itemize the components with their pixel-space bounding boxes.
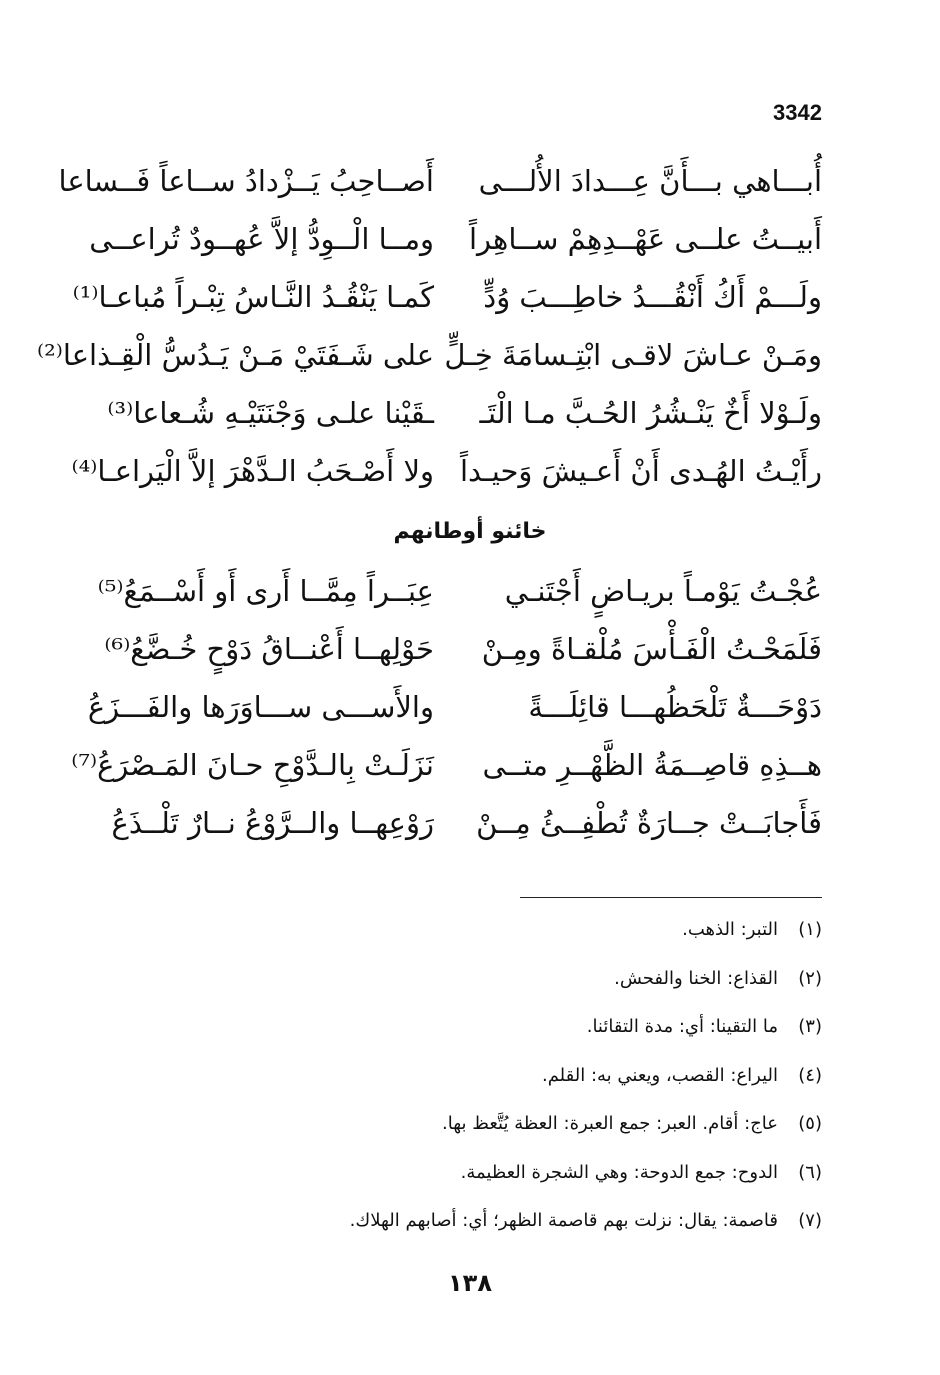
footnote-number: (١) — [798, 919, 822, 940]
footnote — [102, 1100, 822, 1149]
footnote — [102, 1003, 822, 1052]
verse — [89, 210, 822, 268]
verse-second-hemistich: أَصــاحِبُ يَــزْدادُ ســاعاً فَــساعا — [58, 164, 434, 198]
verse-second-hemistich: على شَـفَتَيْ مَـنْ يَـدُسُّ الْقِـذاعا⁽²⁾ — [37, 338, 434, 372]
verse-first-hemistich: دَوْحَـــةٌ تَلْحَظُهـــا قائِلَـــةً — [528, 690, 822, 724]
footnote — [102, 906, 822, 955]
verse-first-hemistich: فَلَمَحْـتُ الْفَـأْسَ مُلْقـاةً ومِـنْ — [481, 632, 822, 666]
verse-first-hemistich: أُبـــاهي بـــأَنَّ عِـــدادَ الأُلـــى — [478, 164, 822, 198]
page-id: 3342 — [773, 100, 822, 125]
verse-first-hemistich: هــذِهِ قاصِــمَةُ الظَّهْــرِ متــى — [482, 748, 822, 782]
verse — [37, 326, 822, 384]
verse — [71, 736, 822, 794]
footnote-text: اليراع: القصب، ويعني به: القلم. — [541, 1064, 778, 1086]
poem-first — [37, 152, 822, 500]
verse-second-hemistich: ـقَيْنا علـى وَجْنَتَيْـهِ شُـعاعا⁽³⁾ — [107, 396, 434, 430]
verse — [72, 268, 822, 326]
footnote-number: (٦) — [798, 1161, 822, 1183]
footnote — [102, 1149, 822, 1198]
verse-first-hemistich: أَبيــتُ علــى عَهْــدِهِمْ ســاهِراً — [468, 222, 822, 256]
verse-first-hemistich: رأَيْـتُ الهُـدى أَنْ أَعـيشَ وَحيـداً — [459, 454, 822, 488]
verse-first-hemistich: عُجْـتُ يَوْمـاً بريـاضٍ أَجْتَنـي — [504, 574, 822, 608]
footnote-text: قاصمة: يقال: نزلت بهم قاصمة الظهر؛ أي: أصابهم الهلاك. — [349, 1210, 778, 1231]
verse-second-hemistich: حَوْلِهــا أَعْنــاقُ دَوْحٍ خُـضَّعُ⁽⁶⁾ — [104, 632, 434, 666]
verse-second-hemistich: عِبَــراً مِمَّــا أَرى أَو أَسْــمَعُ⁽⁵⁾ — [97, 574, 434, 608]
footnote-text: الدوح: جمع الدوحة: وهي الشجرة العظيمة. — [460, 1161, 778, 1183]
footnote-text: عاج: أقام. العبر: جمع العبرة: العظة يُتَّعظ بها. — [442, 1113, 778, 1134]
verse — [104, 620, 822, 678]
verse-second-hemistich: والأَســـى ســـاوَرَها والفَـــزَعُ — [87, 690, 434, 724]
verse-first-hemistich: فَأَجابَــتْ جــارَةٌ تُطْفِــئُ مِــنْ — [476, 806, 822, 840]
section-title: خائنو أوطانهم — [393, 519, 547, 544]
footnote-number: (٥) — [798, 1113, 822, 1134]
verse-first-hemistich: ولَـــمْ أَكُ أَنْقُـــدُ خاطِـــبَ وُدٍّ — [483, 280, 822, 314]
footnotes — [102, 906, 822, 1246]
verse-second-hemistich: ومــا الْــوِدُّ إلاَّ عُهــودٌ تُراعــى — [89, 222, 434, 256]
footnote-number: (٧) — [798, 1210, 822, 1231]
footnote-text: ما التقينا: أي: مدة التقائنا. — [586, 1016, 778, 1037]
footnote-text: القذاع: الخنا والفحش. — [614, 967, 778, 989]
footnote — [102, 1197, 822, 1246]
verse — [112, 794, 822, 852]
footnote-text: التبر: الذهب. — [682, 919, 778, 940]
verse-second-hemistich: نَزَلَـتْ بِالـدَّوْحِ حـانَ المَـصْرَعُ⁽⁷⁾ — [71, 748, 434, 782]
verse-first-hemistich: ولَـوْلا أَخٌ يَنْـشُرُ الحُـبَّ مـا الْتَـ — [479, 396, 822, 430]
verse — [58, 152, 822, 210]
verse-first-hemistich: ومَـنْ عـاشَ لاقـى ابْتِـسامَةَ خِـلٍّ — [444, 338, 822, 372]
footnote-divider — [520, 897, 822, 898]
footnote-number: (٢) — [798, 967, 822, 989]
footnote-number: (٤) — [798, 1064, 822, 1086]
footnote — [102, 1052, 822, 1101]
footnote — [102, 955, 822, 1004]
verse — [107, 384, 822, 442]
verse — [97, 562, 822, 620]
verse — [87, 678, 822, 736]
verse-second-hemistich: ولا أَصْـحَبُ الـدَّهْرَ إلاَّ الْيَراعـا⁽⁴⁾ — [71, 454, 434, 488]
verse-second-hemistich: رَوْعِهــا والــرَّوْعُ نــارٌ تَلْــذَعُ — [111, 806, 434, 840]
verse-second-hemistich: كَمـا يَنْقُـدُ النَّـاسُ تِبْـراً مُباعـا⁽¹⁾ — [72, 280, 434, 314]
footnote-number: (٣) — [798, 1016, 822, 1037]
verse — [71, 442, 822, 500]
page-number: ١٣٨ — [448, 1269, 492, 1297]
poem-second — [71, 562, 822, 852]
